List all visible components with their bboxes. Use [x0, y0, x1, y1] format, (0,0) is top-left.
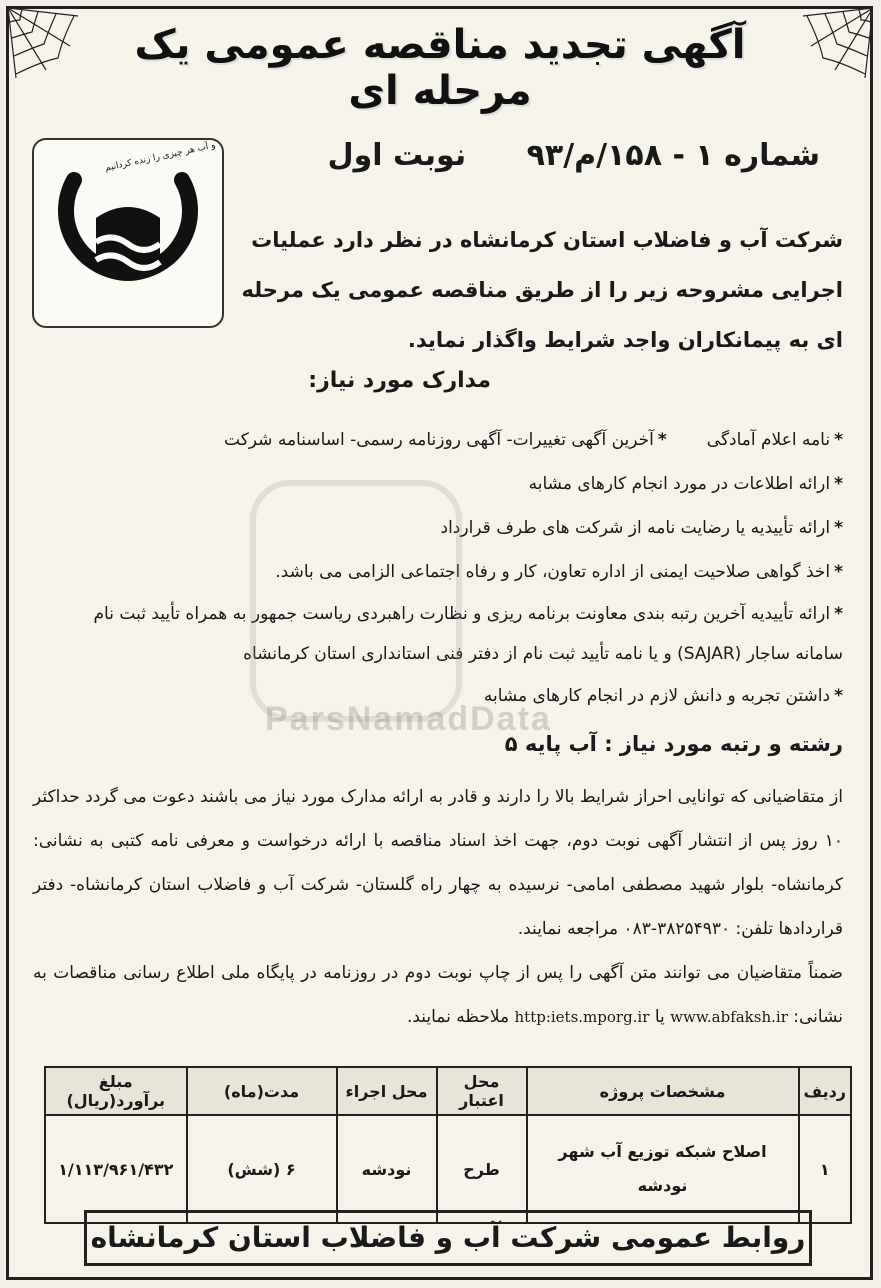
cell-estimate: ۱/۱۱۳/۹۶۱/۴۳۲: [45, 1115, 187, 1223]
table-header-row: [45, 1067, 851, 1115]
requirement-text: ارائه تأییدیه آخرین رتبه بندی معاونت برنامه ریزی و نظارت راهبردی ریاست جمهور به همراه تأیید ثبت نام سامانه ساجار (SAJAR) و یا نامه تأیید ثبت نام از دفتر فنی استانداری استان کرمانشاه: [93, 604, 843, 664]
cell-row-number: ۱: [799, 1115, 851, 1223]
cell-location: نودشه: [337, 1115, 437, 1223]
tender-number: شماره ۱ - ۱۵۸/م/۹۳: [526, 138, 820, 173]
header-project: مشخصات پروژه: [527, 1067, 799, 1115]
cell-project: اصلاح شبکه توزیع آب شهر نودشه: [527, 1115, 799, 1223]
intro-paragraph: شرکت آب و فاضلاب استان کرمانشاه در نظر دارد عملیات اجرایی مشروحه زیر را از طریق مناقصه عمومی یک مرحله ای به پیمانکاران واجد شرایط واگذار نماید.: [241, 228, 843, 352]
required-category: رشته و رتبه مورد نیاز : آب پایه ۵: [504, 732, 843, 756]
tender-portal-link[interactable]: http:iets.mporg.ir: [514, 1008, 650, 1026]
requirements-title: مدارک مورد نیاز:: [308, 368, 491, 393]
list-item: *ارائه تأییدیه یا رضایت نامه از شرکت های طرف قرارداد: [440, 518, 843, 538]
projects-table: [44, 1066, 852, 1224]
requirement-text: اخذ گواهی صلاحیت ایمنی از اداره تعاون، کار و رفاه اجتماعی الزامی می باشد.: [275, 562, 831, 582]
requirement-text: نامه اعلام آمادگی: [706, 430, 831, 450]
list-item: *داشتن تجربه و دانش لازم در انجام کارهای مشابه: [483, 686, 843, 706]
ad-headline: آگهی تجدید مناقصه عمومی یک مرحله ای: [134, 22, 746, 114]
watermark: ParsNamadData: [265, 700, 552, 738]
watermark-stamp: [250, 480, 462, 722]
conjunction: یا: [654, 1007, 665, 1027]
website-paragraph: [33, 951, 843, 1039]
company-logo: [32, 138, 224, 328]
website-link[interactable]: www.abfaksh.ir: [670, 1008, 788, 1026]
tender-number-line: [250, 138, 820, 173]
requirement-text: داشتن تجربه و دانش لازم در انجام کارهای مشابه: [483, 686, 831, 706]
website-intro: ضمناً متقاضیان می توانند متن آگهی را پس از چاپ نوبت دوم در روزنامه در پایگاه ملی اطلاع رسانی مناقصات به نشانی:: [33, 963, 843, 1027]
header-estimate: مبلغ برآورد(ریال): [45, 1067, 187, 1115]
body-text: [33, 775, 843, 1039]
publication-round: نوبت اول: [327, 138, 467, 173]
requirement-text: آخرین آگهی تغییرات- آگهی روزنامه رسمی- اساسنامه شرکت: [224, 430, 654, 450]
invitation-paragraph: از متقاضیانی که توانایی احراز شرایط بالا را دارند و قادر به ارائه مدارک مورد نیاز می باشند دعوت می گردد حداکثر ۱۰ روز پس از انتشار آگهی نوبت دوم، جهت اخذ اسناد مناقصه با ارائه درخواست و معرفی نامه کتبی به نشانی: کرمانشاه- بلوار شهید مصطفی امامی- نرسیده به چهار راه گلستان- شرکت آب و فاضلاب استان کرمانشاه- دفتر قراردادها تلفن: ۳۸۲۵۴۹۳۰-۰۸۳ مراجعه نمایند.: [33, 787, 843, 939]
header-duration: مدت(ماه): [187, 1067, 337, 1115]
cobweb-decoration-right: [803, 8, 873, 78]
header-funding: محل اعتبار: [437, 1067, 527, 1115]
footer-public-relations: روابط عمومی شرکت آب و فاضلاب استان کرمانشاه: [84, 1210, 812, 1266]
requirement-text: ارائه تأییدیه یا رضایت نامه از شرکت های طرف قرارداد: [440, 518, 831, 538]
requirement-text: ارائه اطلاعات در مورد انجام کارهای مشابه: [528, 474, 831, 494]
table-row: [45, 1115, 851, 1223]
cell-funding: طرح: [437, 1115, 527, 1223]
list-item: *ارائه تأییدیه آخرین رتبه بندی معاونت برنامه ریزی و نظارت راهبردی ریاست جمهور به همراه تأیید ثبت نام سامانه ساجار (SAJAR) و یا نامه تأیید ثبت نام از دفتر فنی استانداری استان کرمانشاه: [93, 604, 843, 664]
website-outro: ملاحظه نمایند.: [406, 1007, 510, 1027]
header-row-number: ردیف: [799, 1067, 851, 1115]
header-location: محل اجراء: [337, 1067, 437, 1115]
cobweb-decoration-left: [8, 8, 78, 78]
cell-duration: ۶ (شش): [187, 1115, 337, 1223]
list-item: *نامه اعلام آمادگی*آخرین آگهی تغییرات- آگهی روزنامه رسمی- اساسنامه شرکت: [224, 430, 843, 450]
logo-motto: و آب هر چیزی را زنده کردانیم: [104, 140, 217, 174]
list-item: *ارائه اطلاعات در مورد انجام کارهای مشابه: [528, 474, 843, 494]
list-item: *اخذ گواهی صلاحیت ایمنی از اداره تعاون، کار و رفاه اجتماعی الزامی می باشد.: [275, 562, 843, 582]
